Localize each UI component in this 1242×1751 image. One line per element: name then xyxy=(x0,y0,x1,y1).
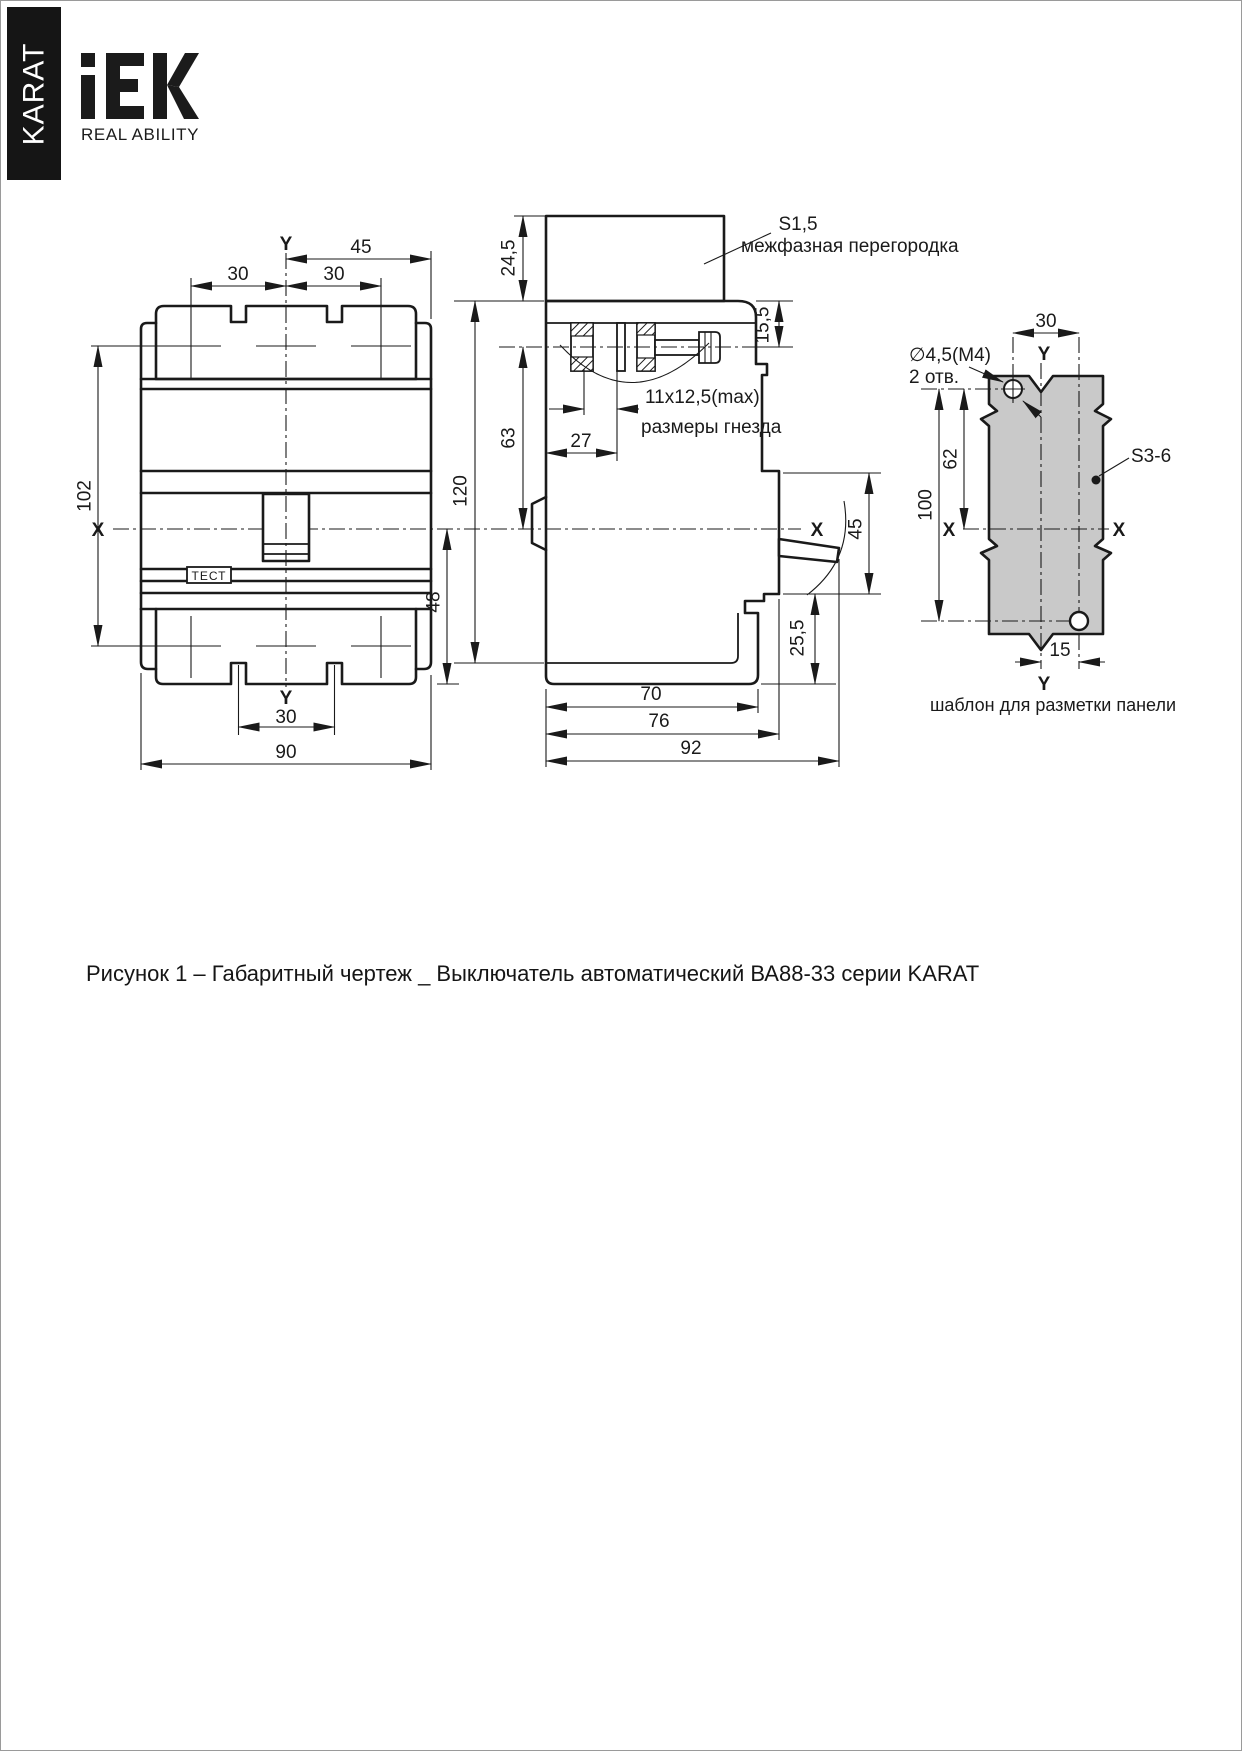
panel-template-view xyxy=(909,311,1176,715)
side-label-partition: межфазная перегородка xyxy=(741,236,959,257)
panel-dim-15: 15 xyxy=(1049,640,1071,661)
panel-axis-x-right: X xyxy=(1112,520,1126,541)
side-dim-27: 27 xyxy=(570,431,592,452)
figure-caption: Рисунок 1 – Габаритный чертеж _ Выключатель автоматический ВА88-33 серии KARAT xyxy=(86,961,980,986)
side-dim-15-5: 15,5 xyxy=(752,306,774,344)
panel-dim-62: 62 xyxy=(940,448,962,470)
side-view xyxy=(451,214,960,767)
panel-label-thickness: S3-6 xyxy=(1131,446,1172,467)
panel-plate xyxy=(981,376,1111,650)
front-axis-y-bottom: Y xyxy=(279,688,293,709)
side-dim-76: 76 xyxy=(648,711,670,732)
front-view xyxy=(75,234,460,770)
front-dim-102: 102 xyxy=(74,480,96,512)
side-dim-63: 63 xyxy=(498,427,520,449)
thickness-reference-dot xyxy=(1092,476,1101,485)
side-dim-24-5: 24,5 xyxy=(498,239,520,277)
front-dim-30-top-left: 30 xyxy=(227,264,249,285)
side-axis-x: X xyxy=(810,520,824,541)
panel-dim-30: 30 xyxy=(1035,311,1057,332)
dimensional-drawing xyxy=(1,1,1242,801)
front-dim-45: 45 xyxy=(350,237,372,258)
panel-axis-y-bottom: Y xyxy=(1037,674,1051,695)
panel-label-hole-dia: ∅4,5(M4) xyxy=(909,345,992,366)
side-dim-45: 45 xyxy=(845,518,867,540)
panel-caption: шаблон для разметки панели xyxy=(929,695,1177,715)
front-dim-30-top-right: 30 xyxy=(323,264,345,285)
logo-tagline: REAL ABILITY xyxy=(81,125,200,144)
front-axis-x: X xyxy=(91,520,105,541)
mounting-hole-bottom xyxy=(1070,612,1088,630)
side-dim-25-5: 25,5 xyxy=(787,619,809,657)
side-dim-70: 70 xyxy=(640,684,662,705)
front-dim-30-bottom: 30 xyxy=(275,707,297,728)
side-dim-92: 92 xyxy=(680,738,702,759)
side-dim-120: 120 xyxy=(450,475,472,507)
banner-label: KARAT xyxy=(17,42,51,145)
panel-label-holes-count: 2 отв. xyxy=(909,367,960,388)
test-button-label: ТЕСТ xyxy=(191,569,227,583)
front-dim-90: 90 xyxy=(275,742,297,763)
side-label-s15: S1,5 xyxy=(778,214,818,235)
breaker-handle-side xyxy=(779,539,839,562)
front-axis-y-top: Y xyxy=(279,234,293,255)
interphase-partition xyxy=(546,216,724,301)
panel-axis-x-left: X xyxy=(942,520,956,541)
panel-axis-y-top: Y xyxy=(1037,344,1051,365)
side-view-dimensions xyxy=(475,216,869,761)
side-label-socket-size: 11x12,5(max) xyxy=(645,387,760,408)
panel-dim-100: 100 xyxy=(915,489,937,521)
side-label-socket-caption: размеры гнезда xyxy=(641,417,782,438)
front-dim-48: 48 xyxy=(423,591,445,613)
